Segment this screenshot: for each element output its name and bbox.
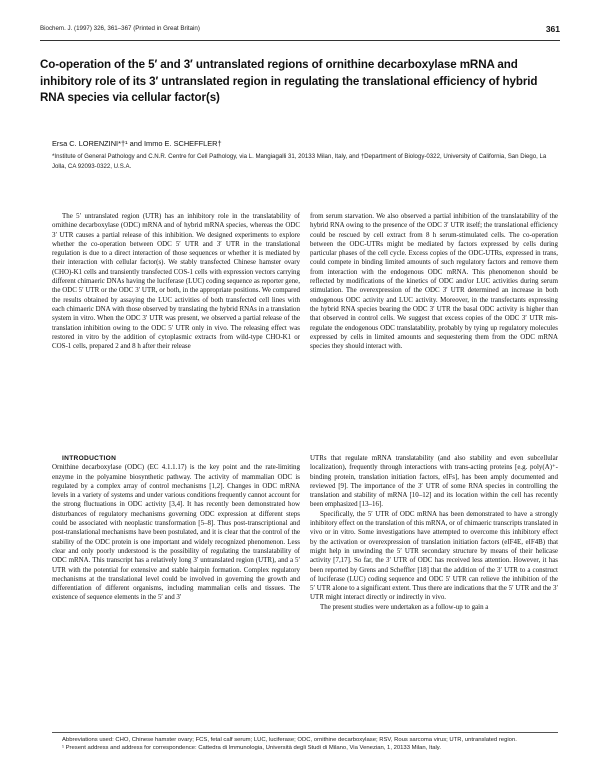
introduction-right-column [310, 454, 558, 612]
introduction-paragraph-continued: UTRs that regulate mRNA translatability (and also stability and even subcellular localization), frequently through interactions with trans-acting proteins [e.g. poly(A)⁺-binding protein, translation initiation factors, eIFs], has been amply documented and reviewed [9]. The importance of the 3′ UTR of some RNA species in controlling the translation and stability of mRNA [10–12] and its location within the cell has recently been emphasized [13–16]. [310, 454, 558, 509]
footnote-separator [52, 732, 558, 733]
author-affiliations: *Institute of General Pathology and C.N.R. Centre for Cell Pathology, via L. Mangiagalli 31, 20133 Milan, Italy, and †Department of Biology-0322, University of California, San Diego, La Jolla, CA 92093-0322, U.S.A. [52, 153, 547, 170]
introduction-left-column [52, 454, 300, 603]
introduction-paragraph: Specifically, the 5′ UTR of ODC mRNA has been demonstrated to have a strongly inhibitory effect on the translation of this mRNA, or of chimaeric transcripts translated in vivo or in vitro. Some investigations have attempted to overcome this inhibitory effect by the activation or overexpression of translation initiation factors (eIF4E, eIF4B) that might help in unwinding the 5′ UTR secondary structure by means of their helicase activity [7,17]. So far, the 3′ UTR of ODC has received less attention. However, it has been reported by Grens and Scheffler [18] that the addition of the 3′ UTR to a construct of luciferase (LUC) coding sequence and ODC 5′ UTR can relieve the inhibition of the 5′ UTR alone to a significant extent. Thus there are indications that the 5′ UTR and the 3′ UTR might interact directly or indirectly in vivo. [310, 509, 559, 602]
abstract-right-column [310, 212, 558, 351]
header-rule [40, 40, 560, 41]
running-header [40, 25, 560, 37]
abstract-paragraph-continued: from serum starvation. We also observed a partial inhibition of the translatability of the hybrid RNA owing to the presence of the ODC 3′ UTR itself; the translational efficiency could be rescued by cell extract from 8 h serum-stimulated cells. The co-operation between the ODC-UTRs might be mediated by factors expressed by cells during particular phases of the cell cycle. Excess copies of the ODC-UTRs, expressed in trans, could compete in binding limited amounts of such regulatory factors and remove them from interaction with the endogenous ODC mRNA. This phenomenon should be reflected by modifications of the kinetics of ODC and/or LUC activities during serum stimulation. The overexpression of the ODC 3′ UTR determined an increase in both endogenous ODC activity and LUC activity. Moreover, in the transfectants expressing the hybrid RNA species bearing the ODC 3′ UTR the basal ODC activity is higher than that observed in control cells. We suggest that excess copies of the ODC 3′ UTR mis-regulate the endogenous ODC translatability, probably by tying up regulatory molecules expressed by cells in limited amounts and sequestering them from the ODC mRNA species they should interact with. [310, 212, 558, 351]
introduction-paragraph: The present studies were undertaken as a follow-up to gain a [320, 602, 489, 611]
footnotes [52, 736, 558, 753]
journal-citation: Biochem. J. (1997) 326, 361–367 (Printed in Great Britain) [40, 25, 200, 32]
article-title: Co-operation of the 5′ and 3′ untranslated regions of ornithine decarboxylase mRNA and inhibitory role of its 3′ untranslated region in regulating the translational efficiency of hybrid RNA species via cellular factor(s) [40, 58, 538, 104]
introduction-paragraph: Ornithine decarboxylase (ODC) (EC 4.1.1.17) is the key point and the rate-limiting enzyme in the polyamine biosynthetic pathway. The activity of mammalian ODC is regulated by a complex array of control mechanisms [1,2]. Changes in ODC mRNA levels in a variety of systems and under various conditions frequently cannot account for the strong fluctuations in ODC activity [3,4]. It has recently been demonstrated how disturbances of regulatory mechanisms governing ODC expression at different steps could be associated with neoplastic transformation [5–8]. Thus post-transcriptional and post-translational mechanisms have been postulated, and it is clear that the control of the stability of the ODC protein is one important and widely recognized phenomenon. Less clear and only poorly understood is the possibility of regulating the translatability of ODC mRNA. This transcript has a relatively long 3′ untranslated region (UTR), and a 5′ UTR with the potential for extensive and stable hairpin formation. Complex regulatory mechanisms at the translational level could be involved in governing the growth and differentiation of different organisms, including mammalian cells and tissues. The existence of sequence elements in the 5′ and 3′ [52, 463, 300, 602]
page-number: 361 [545, 24, 560, 34]
abstract-left-column [52, 212, 300, 351]
section-heading-introduction: INTRODUCTION [62, 455, 117, 462]
address-footnote: ¹ Present address and address for correspondence: Cattedra di Immunologia, Università degli Studi di Milano, Via Venezian, 1, 20133 Milan, Italy. [62, 745, 441, 752]
author-list: Ersa C. LORENZINI*†¹ and Immo E. SCHEFFLER† [52, 139, 222, 148]
abbreviations-footnote: Abbreviations used: CHO, Chinese hamster ovary; FCS, fetal calf serum; LUC, luciferase; ODC, ornithine decarboxylase; RSV, Rous sarcoma virus; UTR, untranslated region. [62, 737, 517, 743]
abstract-paragraph: The 5′ untranslated region (UTR) has an inhibitory role in the translatability of ornithine decarboxylase (ODC) mRNA and of hybrid mRNA species, whereas the ODC 3′ UTR causes a partial release of this inhibition. We designed experiments to explore whether the co-operation between ODC 5′ UTR and 3′ UTR in the translational regulation is due to a direct interaction of those sequences or whether it is mediated by their interaction with cellular factor(s). We stably transfected Chinese hamster ovary (CHO)-K1 cells and transiently transfected COS-1 cells with expression vectors carrying different chimaeric DNAs having the luciferase (LUC) coding sequence as reporter gene, the ODC 5′ UTR or the ODC 3′ UTR, or both, in the appropriate positions. We compared the results obtained by assaying the LUC activities of both transfected cell lines with each chimaeric DNA with those observed by translating the hybrid RNAs in a translation system in vitro. When the ODC 3′ UTR was present, we observed a partial release of the translation inhibition owing to the ODC 5′ UTR only in vivo. The releasing effect was restored in vitro by the addition of cytoplasmic extracts from wild-type CHO-K1 or COS-1 cells, prepared 2 and 8 h after their release [52, 212, 300, 351]
